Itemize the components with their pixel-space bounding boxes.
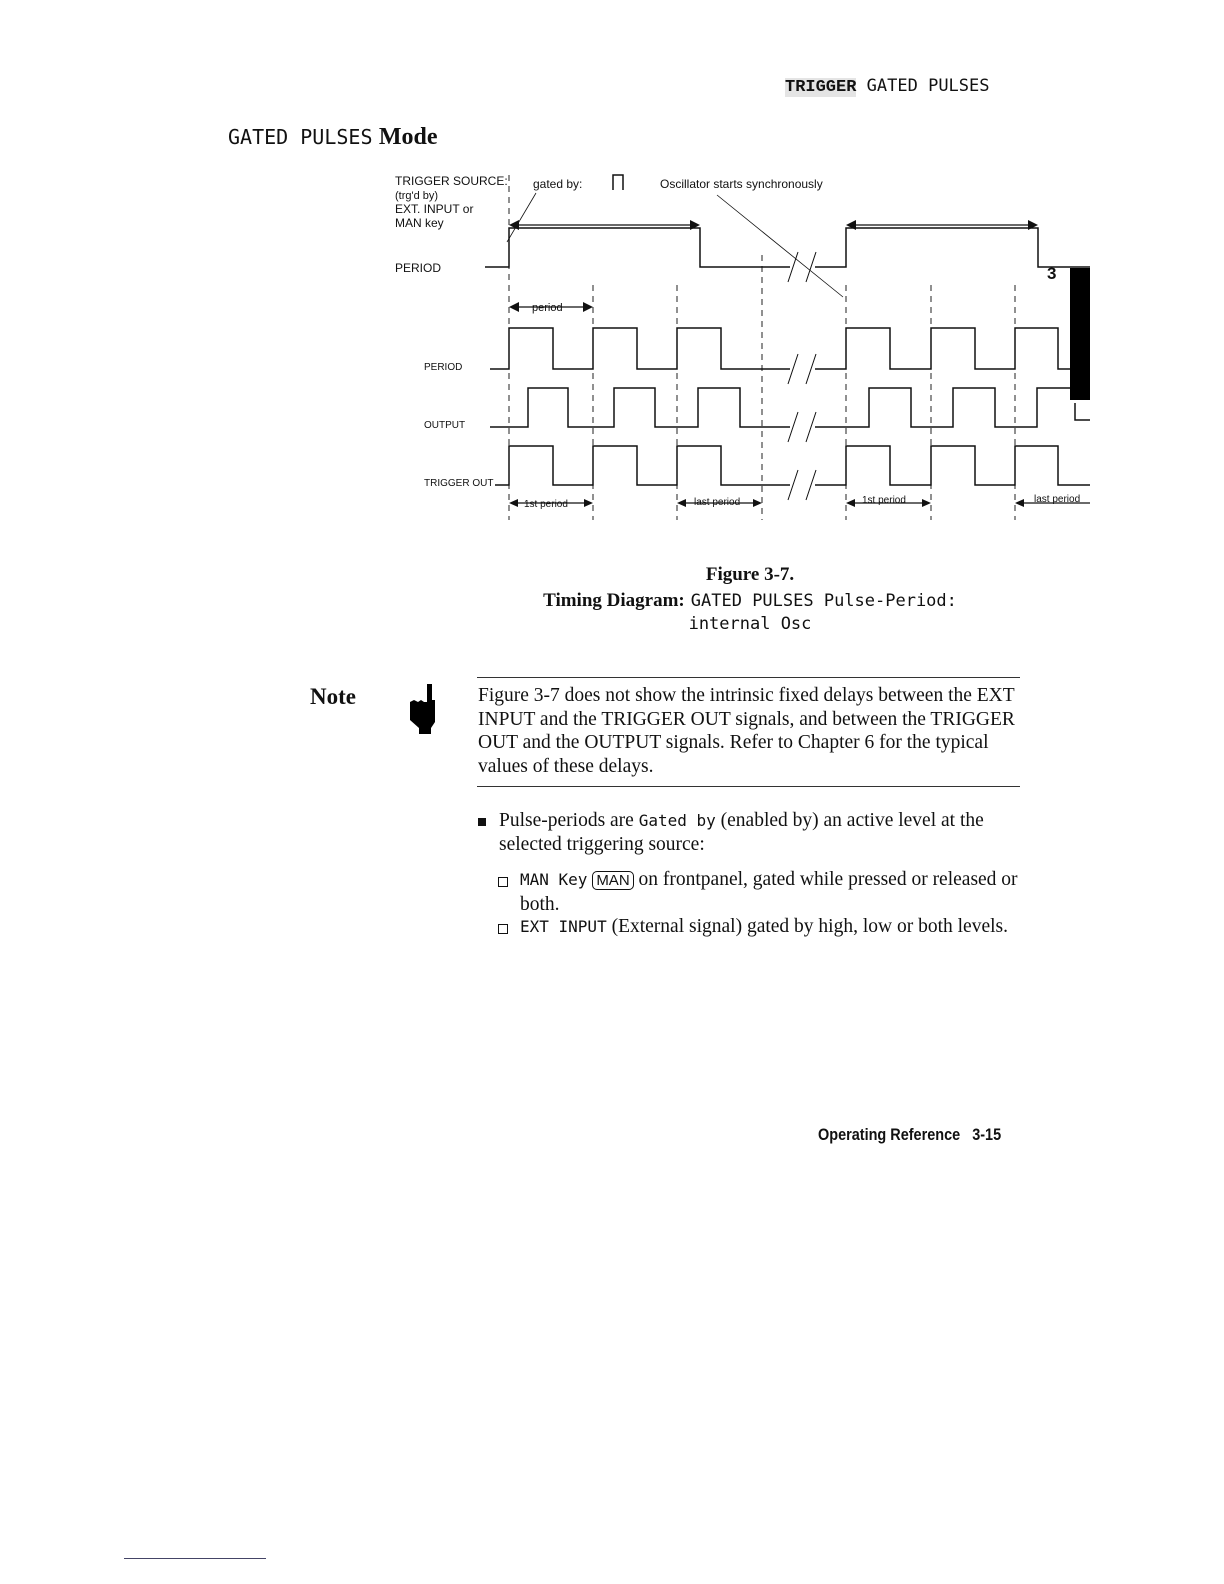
note-text: Figure 3-7 does not show the intrinsic fixed delays between the EXT INPUT and the TRIGGER OUT signals, and between the TRIGGER OUT and the OUTPUT signals. Refer to Chapter 6 for the typical values of these delays. [478,685,1015,777]
chapter-tab-bar [1070,268,1090,400]
label-trigger-out: TRIGGER OUT [424,478,494,489]
waveform-trigger-out [495,446,1090,485]
label-output: OUTPUT [424,420,466,431]
figure-title: Timing Diagram: GATED PULSES Pulse-Period: [543,590,957,611]
section-title: GATED PULSES Mode [228,124,438,150]
bullet-sub-man: MAN Key MAN on frontpanel, gated while pressed or released or both. [498,868,1025,916]
arrows [511,225,1090,503]
figure-number: Figure 3-7. [705,564,795,585]
chapter-tab-number: 3 [1047,264,1057,283]
pointing-hand-icon [410,684,442,734]
timing-diagram [380,160,1100,530]
bullet-square-icon [478,818,486,826]
label-period-top: PERIOD [395,261,442,275]
label-osc-sync: Oscillator starts synchronously [660,177,823,191]
running-header: TRIGGER GATED PULSES [785,76,990,97]
page-footer: Operating Reference 3-15 [818,1125,1002,1144]
note-rule-bottom [477,786,1020,787]
label-man-key: MAN key [395,216,444,230]
waveform-period [490,328,1070,369]
label-last-period-2: last period [1034,494,1081,505]
figure-title-line2: internal Osc [688,614,812,634]
note-label: Note [310,684,356,709]
gate-pulse-icon [613,175,623,190]
bullet-main: Pulse-periods are Gated by (enabled by) an active level at the selected triggering source: [478,809,1023,856]
waveform-gate [485,228,1090,267]
bottom-rule [124,1558,266,1559]
label-first-period-2: 1st period [862,495,906,506]
period-gridlines [509,175,1015,520]
label-gated-by: gated by: [533,177,583,191]
arrowheads [509,220,1038,507]
label-trg-by: (trg'd by) [395,190,439,202]
label-first-period: 1st period [524,499,568,510]
label-ext-input: EXT. INPUT or [395,202,474,216]
note-rule-top [477,677,1020,678]
bullet-hollow-icon [498,924,508,934]
waveform-output [490,388,1090,427]
label-period: PERIOD [424,362,463,373]
bullet-sub-ext: EXT INPUT (External signal) gated by high, low or both levels. [498,915,1025,939]
callout-lines [507,193,843,297]
man-key-glyph: MAN [592,871,633,890]
break-marks [788,252,816,500]
bullet-hollow-icon [498,877,508,887]
label-trigger-source: TRIGGER SOURCE: [395,174,508,188]
label-period-span: period [532,302,563,314]
label-last-period: last period [694,497,741,508]
